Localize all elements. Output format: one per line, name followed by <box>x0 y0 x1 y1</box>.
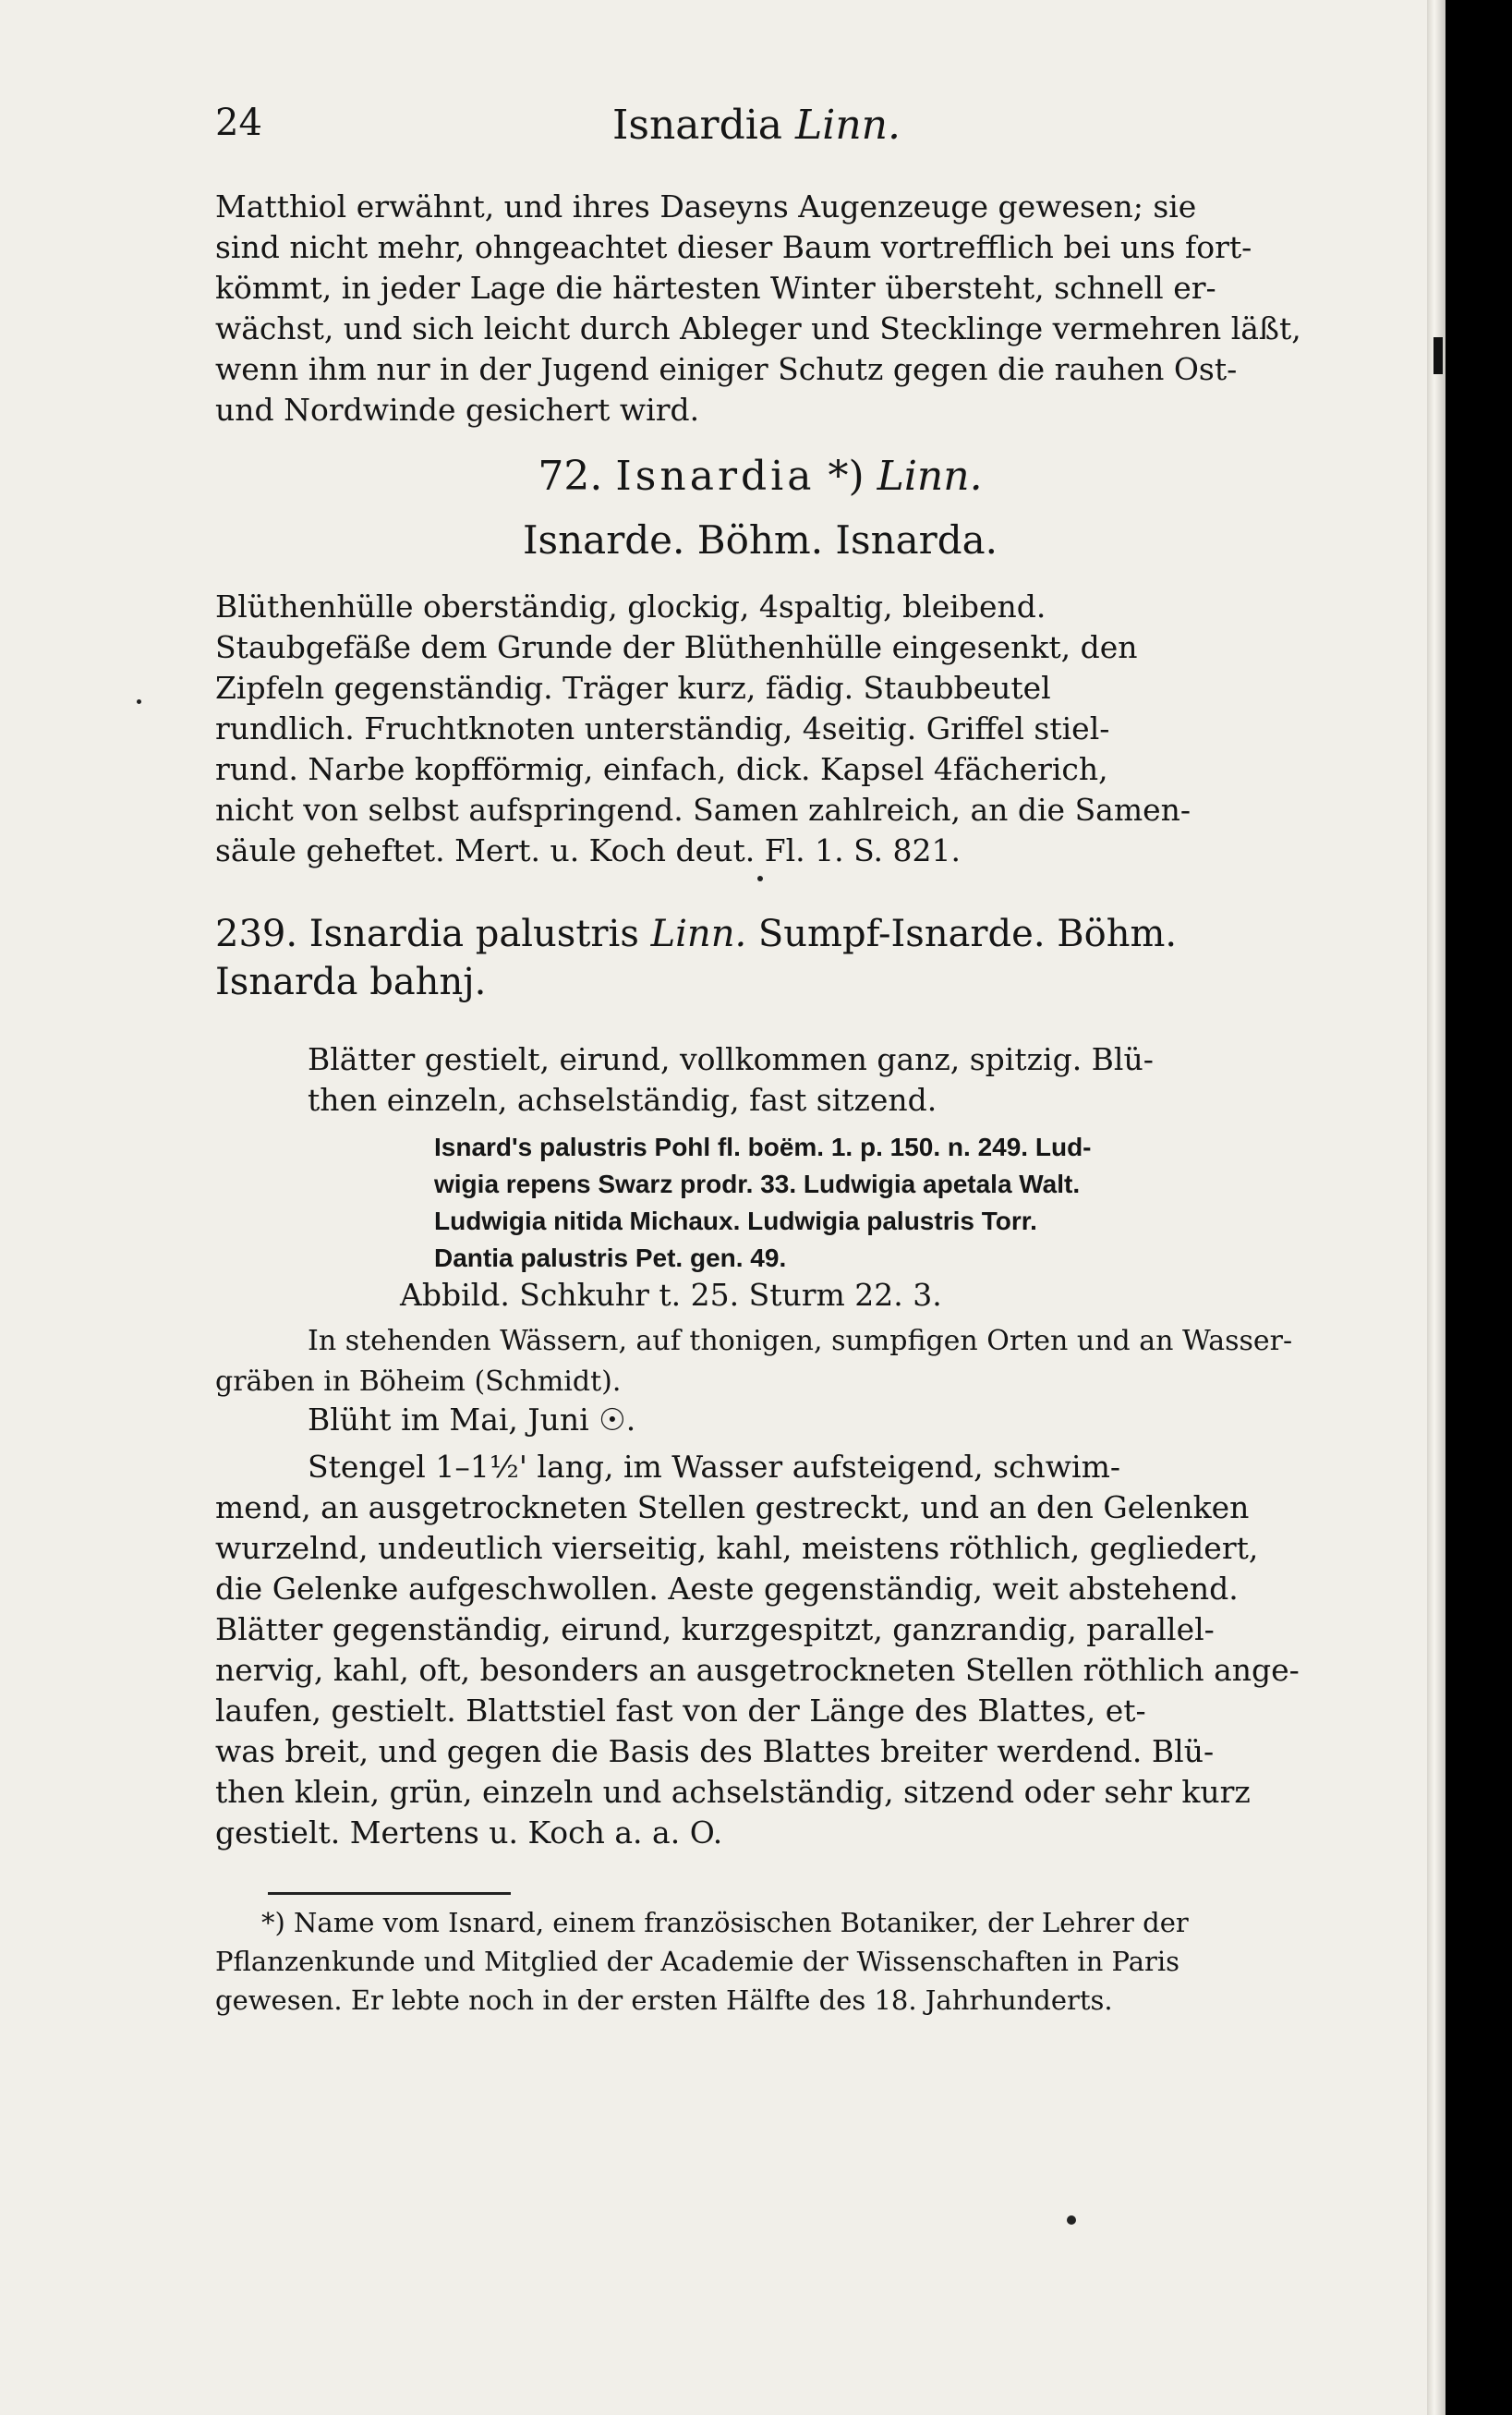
text-line: *) Name vom Isnard, einem französischen Botaniker, der Lehrer der <box>261 1907 1189 1938</box>
footnote <box>215 1903 1305 2020</box>
text-line: Blätter gegenständig, eirund, kurzgespitzt, ganzrandig, parallel- <box>215 1611 1215 1647</box>
text-line: In stehenden Wässern, auf thonigen, sumpfigen Orten und an Wasser- <box>308 1325 1293 1357</box>
ink-speck <box>1067 2215 1076 2225</box>
text-line: wurzelnd, undeutlich vierseitig, kahl, meistens röthlich, gegliedert, <box>215 1530 1259 1566</box>
ink-speck <box>137 699 141 704</box>
text-line: Ludwigia nitida Michaux. Ludwigia palustris Torr. <box>434 1207 1037 1235</box>
text-line: nervig, kahl, oft, besonders an ausgetrockneten Stellen röthlich ange- <box>215 1652 1300 1688</box>
text-line: kömmt, in jeder Lage die härtesten Winter übersteht, schnell er- <box>215 270 1216 306</box>
intro-paragraph <box>215 187 1305 431</box>
genus-heading: 72. Isnardia *) Linn. <box>538 453 983 500</box>
text-line: Zipfeln gegenständig. Träger kurz, fädig. Staubbeutel <box>215 670 1051 706</box>
flowering-time: Blüht im Mai, Juni ☉. <box>308 1402 636 1438</box>
text-line: gräben in Böheim (Schmidt). <box>215 1365 622 1398</box>
species-diagnosis <box>308 1039 1305 1121</box>
text-line: säule geheftet. Mert. u. Koch deut. Fl. 1. S. 821. <box>215 832 961 868</box>
text-line: wigia repens Swarz prodr. 33. Ludwigia apetala Walt. <box>434 1170 1081 1198</box>
text-line: gestielt. Mertens u. Koch a. a. O. <box>215 1814 723 1851</box>
illustration-references: Abbild. Schkuhr t. 25. Sturm 22. 3. <box>400 1277 942 1313</box>
text-line: rund. Narbe kopfförmig, einfach, dick. Kapsel 4fächerich, <box>215 751 1108 787</box>
habitat-text <box>215 1321 1305 1402</box>
text-line: gewesen. Er lebte noch in der ersten Hälfte des 18. Jahrhunderts. <box>215 1984 1113 2016</box>
footnote-rule <box>268 1892 511 1895</box>
page-header-title: Isnardia Linn. <box>612 102 901 149</box>
text-line: nicht von selbst aufspringend. Samen zahlreich, an die Samen- <box>215 792 1191 828</box>
text-line: Blätter gestielt, eirund, vollkommen ganz, spitzig. Blü- <box>308 1041 1154 1077</box>
text-line: laufen, gestielt. Blattstiel fast von der Länge des Blattes, et- <box>215 1693 1146 1729</box>
synonym-list <box>434 1129 1321 1277</box>
text-line: was breit, und gegen die Basis des Blattes breiter werdend. Blü- <box>215 1733 1215 1769</box>
text-line: wächst, und sich leicht durch Ableger und Stecklinge vermehren läßt, <box>215 310 1301 346</box>
binding-mark <box>1433 337 1443 374</box>
text-line: Blüthenhülle oberständig, glockig, 4spaltig, bleibend. <box>215 589 1046 625</box>
text-line: sind nicht mehr, ohngeachtet dieser Baum vortrefflich bei uns fort- <box>215 229 1252 265</box>
text-line: wenn ihm nur in der Jugend einiger Schutz gegen die rauhen Ost- <box>215 351 1238 387</box>
species-heading: 239. Isnardia palustris Linn. Sumpf-Isnarde. Böhm. Isnarda bahnj. <box>215 913 1178 1003</box>
species-description <box>215 1447 1305 1853</box>
text-line: rundlich. Fruchtknoten unterständig, 4seitig. Griffel stiel- <box>215 710 1110 746</box>
text-line: Stengel 1–1½' lang, im Wasser aufsteigend, schwim- <box>308 1449 1121 1485</box>
ink-speck <box>757 876 763 881</box>
page-number: 24 <box>215 102 262 144</box>
text-line: Isnard's palustris Pohl fl. boëm. 1. p. 150. n. 249. Lud- <box>434 1133 1092 1161</box>
text-line: mend, an ausgetrockneten Stellen gestreckt, und an den Gelenken <box>215 1489 1250 1525</box>
text-line: die Gelenke aufgeschwollen. Aeste gegenständig, weit abstehend. <box>215 1571 1239 1607</box>
text-line: und Nordwinde gesichert wird. <box>215 392 700 428</box>
text-line: then einzeln, achselständig, fast sitzend. <box>308 1082 937 1118</box>
genus-description <box>215 587 1305 871</box>
text-line: Dantia palustris Pet. gen. 49. <box>434 1244 787 1272</box>
text-line: then klein, grün, einzeln und achselständig, sitzend oder sehr kurz <box>215 1774 1251 1810</box>
genus-vernacular: Isnarde. Böhm. Isnarda. <box>522 517 998 563</box>
text-line: Matthiol erwähnt, und ihres Daseyns Augenzeuge gewesen; sie <box>215 188 1197 225</box>
text-line: Pflanzenkunde und Mitglied der Academie der Wissenschaften in Paris <box>215 1946 1179 1977</box>
text-line: Staubgefäße dem Grunde der Blüthenhülle eingesenkt, den <box>215 629 1138 665</box>
